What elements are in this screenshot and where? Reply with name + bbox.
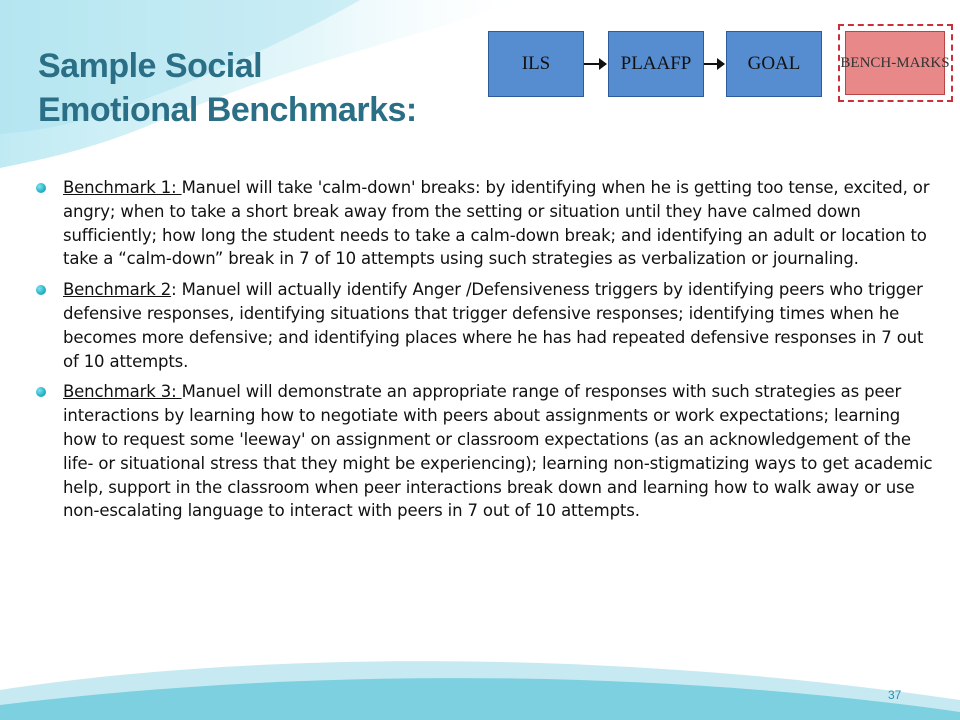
- benchmark-item-1: [36, 176, 936, 271]
- page-title-line-1: Sample Social: [38, 47, 263, 85]
- flow-box-benchmarks-line-1: BENCH-: [840, 55, 897, 71]
- benchmark-text: Manuel will demonstrate an appropriate range of responses with such strategies as peer interactions by learning how to negotiate with peers about assignments or work expectations; learning how to request some 'leeway' on assignment or classroom expectations (as an acknowledgement of the life- or situational stress that they might be experiencing); learning non-stigmatizing ways to get academic help, support in the classroom when peer interactions break down and learning how to walk away or use non-escalating language to interact with peers in 7 out of 10 attempts.: [63, 382, 933, 521]
- flow-box-plaafp: PLAAFP: [608, 31, 704, 97]
- flow-arrow: [704, 63, 724, 65]
- bullet-icon: [36, 387, 46, 397]
- benchmark-item-3: [36, 380, 936, 523]
- page-title-line-2: Emotional Benchmarks:: [38, 91, 417, 129]
- page-number: 37: [888, 688, 902, 702]
- flow-box-benchmarks-line-2: MARKS: [896, 55, 950, 71]
- benchmark-label: Benchmark 2: [63, 280, 172, 300]
- flow-arrow: [584, 63, 606, 65]
- benchmark-item-2: [36, 278, 936, 373]
- benchmark-list: [36, 176, 936, 530]
- bullet-icon: [36, 285, 46, 295]
- iep-process-flow: [0, 0, 960, 110]
- flow-box-goal: GOAL: [726, 31, 822, 97]
- flow-box-benchmarks: [840, 31, 950, 95]
- bullet-icon: [36, 183, 46, 193]
- flow-box-ils: ILS: [488, 31, 584, 97]
- benchmark-label: Benchmark 3:: [63, 382, 182, 402]
- benchmark-text: : Manuel will actually identify Anger /Defensiveness triggers by identifying peers who trigger defensive responses, identifying situations that trigger defensive responses; identifying times when he becomes more defensive; and identifying places where he has had repeated defensive responses in 7 out of 10 attempts.: [63, 280, 924, 371]
- benchmark-label: Benchmark 1:: [63, 178, 182, 197]
- benchmark-text: Manuel will take 'calm-down' breaks: by identifying when he is getting too tense, excited, or angry; when to take a short break away from the setting or situation until they have calmed down sufficiently; how long the student needs to take a calm-down break; and identifying an adult or location to take a “calm-down” break in 7 of 10 attempts using such strategies as verbalization or journaling.: [63, 178, 930, 269]
